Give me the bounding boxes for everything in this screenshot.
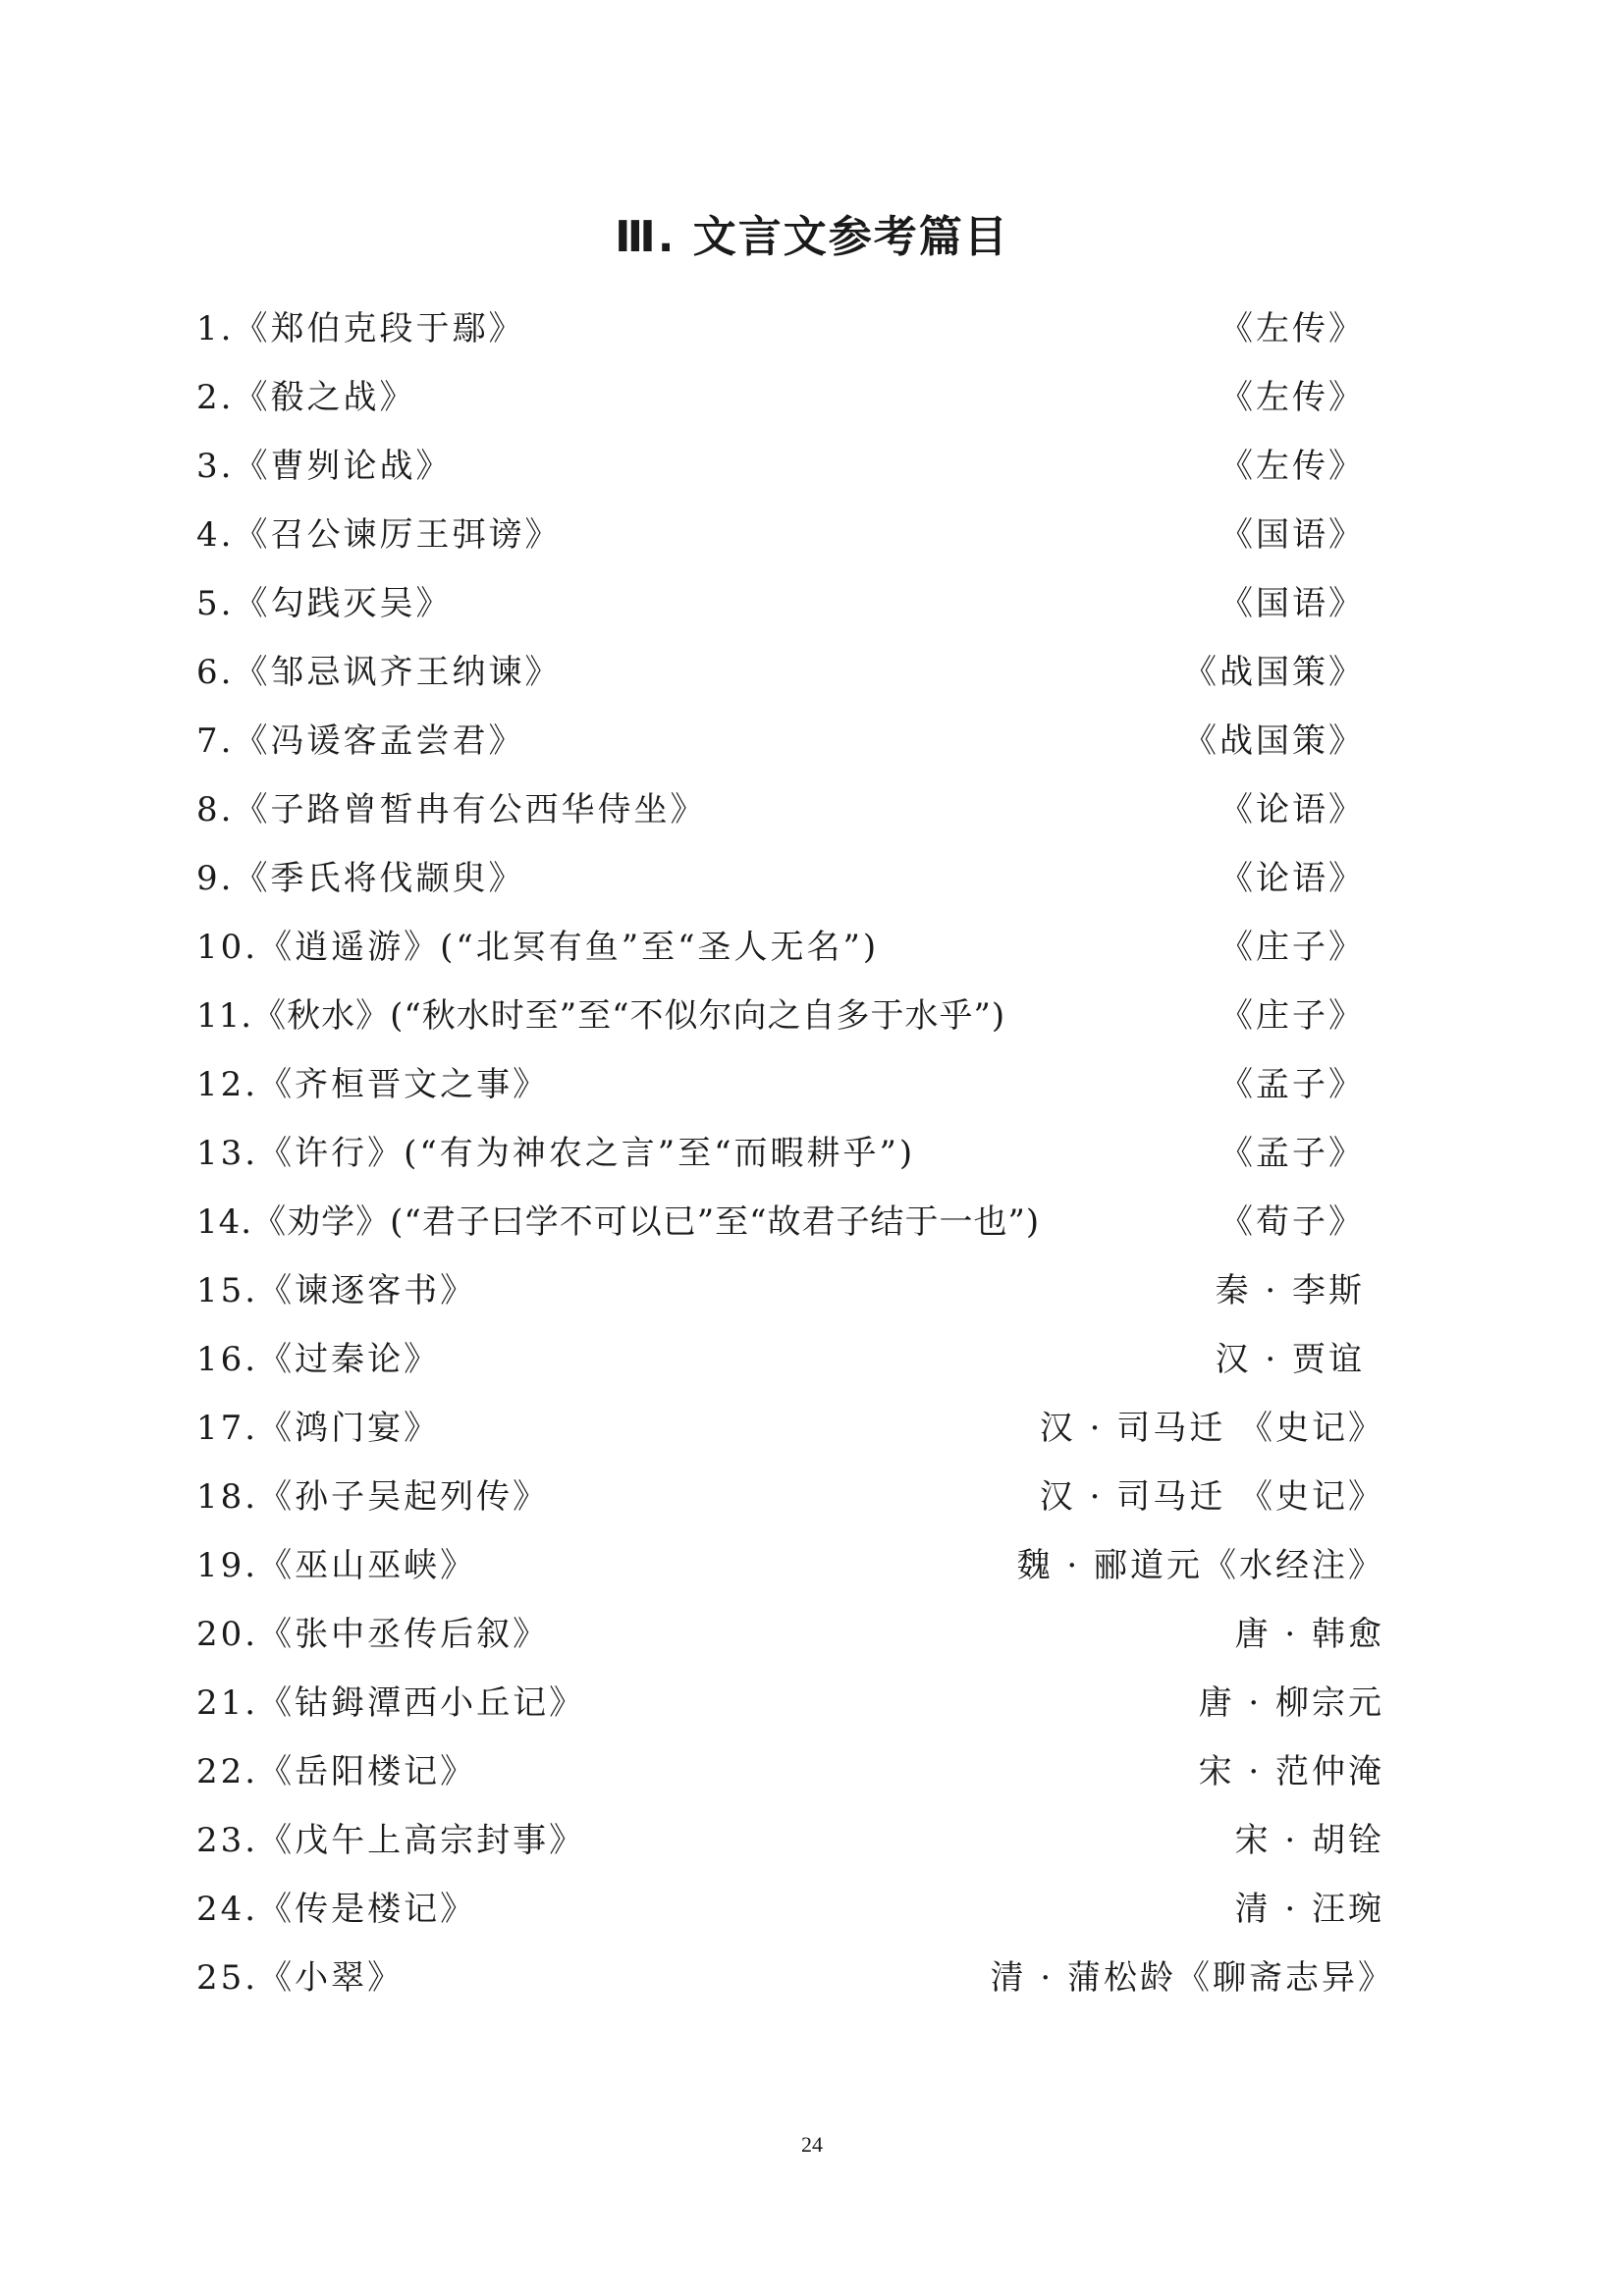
entry-title: 2.《殽之战》 — [196, 378, 416, 417]
entry-title: 18.《孙子吴起列传》 — [196, 1477, 550, 1517]
entry-title: 1.《郑伯克段于鄢》 — [196, 309, 525, 348]
list-item — [196, 1531, 1394, 1600]
list-item — [196, 1600, 1394, 1669]
page-title: Ⅲ. 文言文参考篇目 — [615, 212, 1009, 262]
list-item — [196, 432, 1394, 501]
list-item — [196, 569, 1394, 638]
list-item — [196, 1188, 1394, 1256]
entry-title: 25.《小翠》 — [196, 1958, 405, 1998]
entry-source: 《荀子》 — [1219, 1202, 1365, 1242]
entry-title: 9.《季氏将伐颛臾》 — [196, 859, 525, 898]
list-item — [196, 982, 1394, 1050]
entry-source: 《左传》 — [1219, 378, 1365, 417]
entry-source: 宋 · 范仲淹 — [1198, 1752, 1384, 1791]
entry-source: 《孟子》 — [1219, 1065, 1365, 1104]
entry-title: 11.《秋水》(“秋水时至”至“不似尔向之自多于水乎”) — [196, 996, 1006, 1036]
entry-source: 汉 · 司马迁 《史记》 — [1039, 1409, 1384, 1448]
list-item — [196, 1050, 1394, 1119]
entry-title: 16.《过秦论》 — [196, 1340, 441, 1379]
list-item — [196, 1325, 1394, 1394]
list-item — [196, 363, 1394, 432]
list-item — [196, 1256, 1394, 1325]
list-item — [196, 1394, 1394, 1463]
entry-title: 8.《子路曾皙冉有公西华侍坐》 — [196, 790, 707, 829]
entry-source: 《战国策》 — [1183, 721, 1365, 761]
list-item — [196, 913, 1394, 982]
entry-source: 《庄子》 — [1219, 996, 1365, 1036]
entry-title: 14.《劝学》(“君子曰学不可以已”至“故君子结于一也”) — [196, 1202, 1041, 1242]
entry-title: 22.《岳阳楼记》 — [196, 1752, 477, 1791]
entry-source: 唐 · 韩愈 — [1234, 1615, 1384, 1654]
entry-source: 《左传》 — [1219, 309, 1365, 348]
entry-source: 《国语》 — [1219, 584, 1365, 623]
entry-title: 17.《鸿门宴》 — [196, 1409, 441, 1448]
list-item — [196, 1463, 1394, 1531]
entry-source: 汉 · 贾谊 — [1215, 1340, 1365, 1379]
entry-source: 《庄子》 — [1219, 928, 1365, 967]
entry-title: 20.《张中丞传后叙》 — [196, 1615, 550, 1654]
list-item — [196, 638, 1394, 707]
entry-source: 《国语》 — [1219, 515, 1365, 555]
entry-source: 秦 · 李斯 — [1215, 1271, 1365, 1310]
entry-title: 5.《勾践灭吴》 — [196, 584, 453, 623]
page-number: 24 — [801, 2132, 823, 2157]
entry-source: 汉 · 司马迁 《史记》 — [1039, 1477, 1384, 1517]
entry-title: 19.《巫山巫峡》 — [196, 1546, 477, 1585]
list-item — [196, 501, 1394, 569]
entry-source: 清 · 汪琬 — [1234, 1890, 1384, 1929]
list-item — [196, 1669, 1394, 1737]
list-item — [196, 1944, 1394, 2012]
entry-title: 24.《传是楼记》 — [196, 1890, 477, 1929]
entry-source: 《孟子》 — [1219, 1134, 1365, 1173]
entry-title: 15.《谏逐客书》 — [196, 1271, 477, 1310]
entry-title: 7.《冯谖客孟尝君》 — [196, 721, 525, 761]
reading-list — [196, 294, 1394, 2012]
entry-source: 魏 · 郦道元《水经注》 — [1016, 1546, 1384, 1585]
entry-source: 清 · 蒲松龄《聊斋志异》 — [990, 1958, 1394, 1998]
entry-title: 10.《逍遥游》(“北冥有鱼”至“圣人无名”) — [196, 928, 880, 967]
list-item — [196, 775, 1394, 844]
entry-title: 23.《戊午上高宗封事》 — [196, 1821, 586, 1860]
list-item — [196, 1737, 1394, 1806]
list-item — [196, 707, 1394, 775]
entry-source: 《战国策》 — [1183, 653, 1365, 692]
entry-title: 3.《曹刿论战》 — [196, 447, 453, 486]
list-item — [196, 844, 1394, 913]
list-item — [196, 1875, 1394, 1944]
entry-source: 《论语》 — [1219, 790, 1365, 829]
entry-title: 13.《许行》(“有为神农之言”至“而暇耕乎”) — [196, 1134, 916, 1173]
entry-source: 宋 · 胡铨 — [1234, 1821, 1384, 1860]
entry-source: 唐 · 柳宗元 — [1198, 1683, 1384, 1723]
entry-title: 12.《齐桓晋文之事》 — [196, 1065, 550, 1104]
entry-title: 4.《召公谏厉王弭谤》 — [196, 515, 562, 555]
entry-title: 6.《邹忌讽齐王纳谏》 — [196, 653, 562, 692]
entry-title: 21.《钴鉧潭西小丘记》 — [196, 1683, 586, 1723]
list-item — [196, 1119, 1394, 1188]
entry-source: 《左传》 — [1219, 447, 1365, 486]
list-item — [196, 294, 1394, 363]
entry-source: 《论语》 — [1219, 859, 1365, 898]
list-item — [196, 1806, 1394, 1875]
